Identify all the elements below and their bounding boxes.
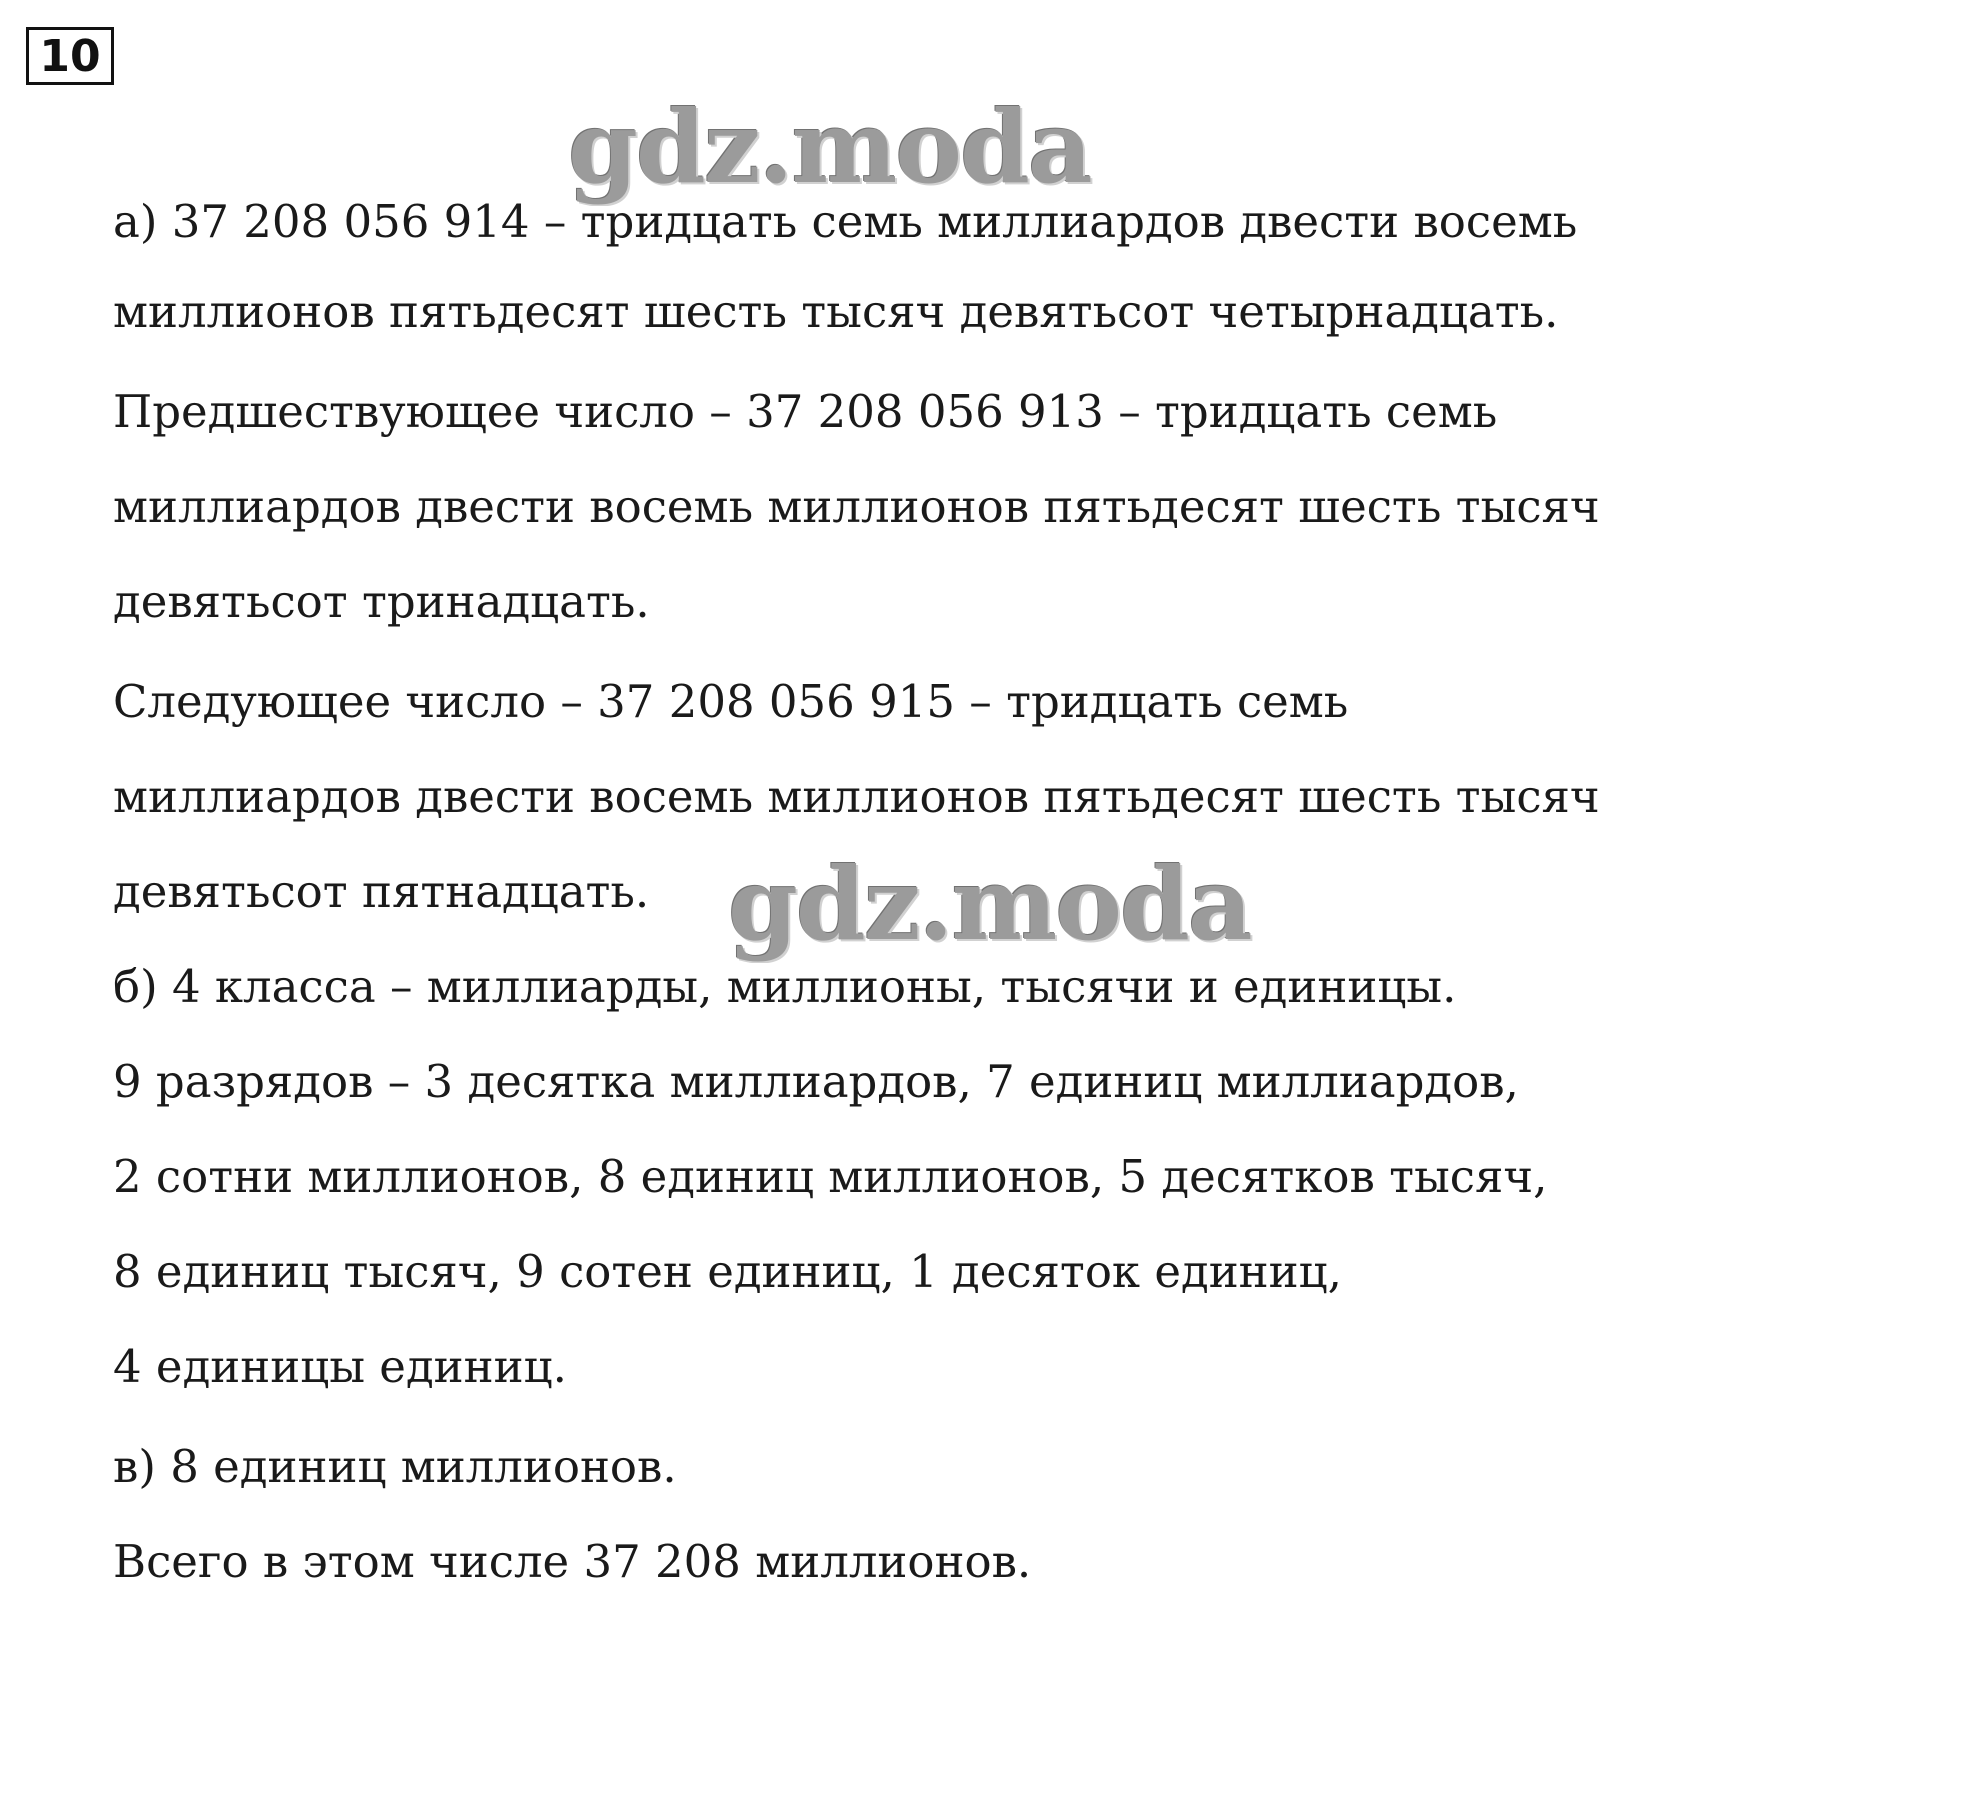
text-line: девятьсот тринадцать. xyxy=(113,575,650,628)
watermark-logo: gdz.moda xyxy=(568,88,1091,206)
text-line: а) 37 208 056 914 – тридцать семь миллиардов двести восемь xyxy=(113,195,1578,248)
text-line: миллиардов двести восемь миллионов пятьдесят шесть тысяч xyxy=(113,770,1600,823)
text-line: в) 8 единиц миллионов. xyxy=(113,1440,677,1493)
text-line: миллионов пятьдесят шесть тысяч девятьсот четырнадцать. xyxy=(113,285,1559,338)
text-line: 4 единицы единиц. xyxy=(113,1340,567,1393)
text-line: 9 разрядов – 3 десятка миллиардов, 7 единиц миллиардов, xyxy=(113,1055,1519,1108)
task-number-badge: 10 xyxy=(26,27,114,85)
watermark-logo: gdz.moda xyxy=(728,845,1251,963)
text-line: Всего в этом числе 37 208 миллионов. xyxy=(113,1535,1032,1588)
text-line: Предшествующее число – 37 208 056 913 – тридцать семь xyxy=(113,385,1498,438)
text-line: 2 сотни миллионов, 8 единиц миллионов, 5 десятков тысяч, xyxy=(113,1150,1548,1203)
text-line: Следующее число – 37 208 056 915 – тридцать семь xyxy=(113,675,1349,728)
text-line: 8 единиц тысяч, 9 сотен единиц, 1 десяток единиц, xyxy=(113,1245,1342,1298)
text-line: миллиардов двести восемь миллионов пятьдесят шесть тысяч xyxy=(113,480,1600,533)
text-line: б) 4 класса – миллиарды, миллионы, тысячи и единицы. xyxy=(113,960,1457,1013)
text-line: девятьсот пятнадцать. xyxy=(113,865,650,918)
